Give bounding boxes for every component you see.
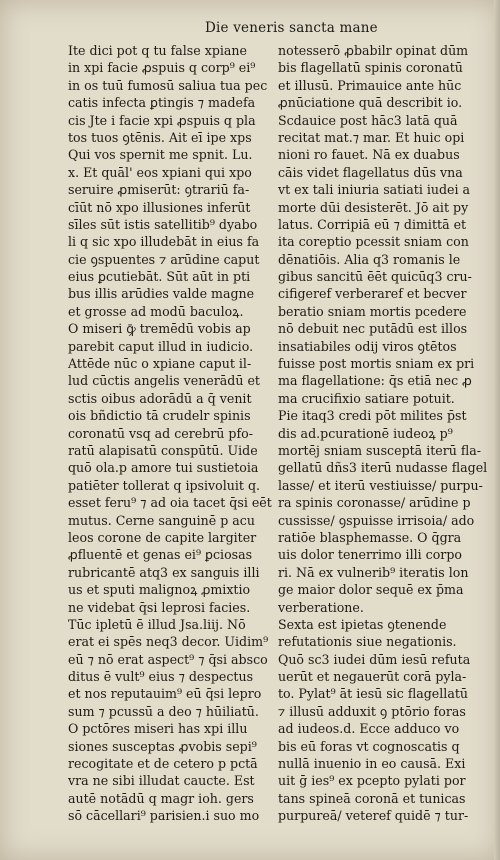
text-line: eū ⁊ nō erat aspect⁹ ⁊ q̄si absco (68, 651, 268, 667)
text-line: erat ei spēs neq3 decor. Uidim⁹ (68, 634, 269, 650)
text-line: ma flagellatione: q̄s etiā nec ꝓ (278, 373, 472, 389)
text-line: uerūt et negauerūt corā pyla- (278, 669, 467, 685)
text-line: Quō sc3 iudei dūm iesū refuta (278, 651, 471, 667)
text-line: esset feru⁹ ⁊ ad oia tacet q̄si eēt (68, 495, 272, 511)
text-line: et illusū. Primauice ante hūc (278, 77, 462, 93)
text-line: tos tuos ꝯtēnis. Ait eī ipe xps (68, 129, 252, 145)
text-line: verberatione. (278, 599, 364, 615)
text-line: li q sic xpo illudebāt in eius fa (68, 234, 260, 250)
text-line: ꝓfluentē et genas ei⁹ ꝑciosas (68, 547, 253, 563)
text-line: bus illis arūdies valde magne (68, 286, 255, 302)
text-column-right (278, 42, 490, 825)
text-line: x. Et quāl' eos xpiani qui xpo (68, 164, 252, 180)
text-line: refutationis siue negationis. (278, 634, 457, 650)
text-line: catis infecta ꝑtingis ⁊ madefa (68, 95, 256, 111)
text-line: sum ⁊ pcussū a deo ⁊ hūiliatū. (68, 703, 259, 719)
text-line: ꝓnūciatione quā describit io. (278, 95, 463, 111)
text-line: Tūc ipletū ē illud Jsa.liij. Nō (68, 616, 246, 632)
text-line: sctis oibus adorādū a q̄ venit (68, 390, 252, 406)
text-line: Pie itaq3 credi pōt milites p̄st (278, 408, 467, 424)
text-line: beratio sniam mortis pcedere (278, 303, 467, 319)
text-line: seruire ꝓmiserūt: ꝯtrariū fa- (68, 182, 250, 198)
text-line: nō debuit nec putādū est illos (278, 321, 468, 337)
text-line: ad iudeos.d. Ecce adduco vo (278, 721, 460, 737)
text-line: ratiōe blasphemasse. O q̄gra (278, 529, 462, 545)
text-line: cussisse/ ꝯspuisse irrisoia/ ado (278, 512, 475, 528)
text-line: bis eū foras vt cognoscatis q (278, 738, 460, 754)
text-line: Sexta est ipietas ꝯtenende (278, 616, 447, 632)
text-line: ita coreptio pcessit sniam con (278, 234, 469, 250)
text-line: vt ex tali iniuria satiati iudei a (278, 182, 471, 198)
text-line: cis Jte i facie xpi ꝓspuis q pla (68, 112, 256, 128)
text-line: O miseri ꝙ̄ tremēdū vobis ap (68, 321, 251, 337)
text-line: Attēde nūc o xpiane caput il- (68, 356, 252, 372)
text-line: O pctōres miseri has xpi illu (68, 721, 248, 737)
running-head: Die veneris sancta mane (205, 20, 378, 36)
text-line: morte dūi desisterēt. Jō ait py (278, 199, 469, 215)
text-line: ne videbat q̄si leprosi facies. (68, 599, 251, 615)
text-line: fuisse post mortis sniam ex pri (278, 356, 475, 372)
text-line: notesserō ꝓbabilr opinat dūm (278, 43, 469, 58)
text-line: et nos reputauim⁹ eū q̄si lepro (68, 686, 262, 702)
text-line: latus. Corripiā eū ⁊ dimittā et (278, 216, 467, 232)
text-line: patiēter tollerat q ipsivoluit q. (68, 477, 261, 493)
text-line: lud cūctis angelis venerādū et (68, 373, 260, 389)
text-line: recitat mat.⁊ mar. Et huic opi (278, 129, 465, 145)
text-line: in os tuū fumosū saliua tua pec (68, 77, 268, 93)
text-line: recogitate et de cetero p pctā (68, 756, 258, 772)
text-line: dis ad.pcurationē iudeoꝝ p⁹ (278, 425, 453, 441)
text-line: sīles sūt istis satellitib⁹ dyabo (68, 216, 258, 232)
text-line: cie ꝯspuentes ⁊ arūdine caput (68, 251, 260, 267)
text-line: purpureā/ veteref quidē ⁊ tur- (278, 808, 469, 824)
text-line: gibus sancitū ēēt quicūq3 cru- (278, 269, 472, 285)
text-line: et grosse ad modū baculoꝝ. (68, 303, 244, 319)
text-line: rubricantē atq3 ex sanguis illi (68, 564, 260, 580)
text-line: eius ꝑcutiebāt. Sūt aūt in pti (68, 269, 251, 285)
text-line: lasse/ et iterū vestiuisse/ purpu- (278, 477, 483, 493)
text-line: ri. Nā ex vulnerib⁹ iteratis lon (278, 564, 469, 580)
text-line: Ite dici pot q tu false xpiane (68, 43, 247, 58)
text-line: nioni ro fauet. Nā ex duabus (278, 147, 460, 163)
text-line: autē notādū q magr ioh. gers (68, 790, 254, 806)
text-line: nullā inuenio in eo causā. Exi (278, 756, 466, 772)
text-line: cifigeref verberaref et becver (278, 286, 467, 302)
text-line: quō ola.p amore tui sustietoia (68, 460, 259, 476)
text-line: sō cācellari⁹ parisien.i suo mo (68, 808, 260, 824)
text-line: Scdauice post hāc3 latā quā (278, 112, 458, 128)
text-line: uit ḡ ies⁹ ex pcepto pylati por (278, 773, 466, 789)
text-line: ditus ē vult⁹ eius ⁊ despectus (68, 669, 254, 685)
text-column-left (68, 42, 278, 825)
text-line: in xpi facie ꝓspuis q corp⁹ ei⁹ (68, 60, 256, 76)
text-line: ge maior dolor sequē ex p̄ma (278, 582, 464, 598)
text-line: ratū alapisatū conspūtū. Uide (68, 442, 258, 458)
text-line: tans spineā coronā et tunicas (278, 790, 466, 806)
text-line: uis dolor tenerrimo illi corpo (278, 547, 462, 563)
text-line: bis flagellatū spinis coronatū (278, 60, 463, 76)
text-line: to. Pylat⁹ āt iesū sic flagellatū (278, 686, 469, 702)
text-line: siones susceptas ꝓvobis sepi⁹ (68, 738, 257, 754)
text-line: dēnatiōis. Alia q3 romanis le (278, 251, 461, 267)
text-line: Qui vos spernit me spnit. Lu. (68, 147, 253, 163)
text-line: parebit caput illud in iudicio. (68, 338, 254, 354)
text-line: cīūt nō xpo illusiones inferūt (68, 199, 251, 215)
text-line: us et sputi malignoꝝ ꝓmixtio (68, 582, 251, 598)
text-line: insatiabiles odij viros ꝯtētos (278, 338, 457, 354)
text-line: leos corone de capite largiter (68, 529, 257, 545)
text-line: ⁊ illusū adduxit ꝯ ptōrio foras (278, 703, 466, 719)
text-line: ma crucifixio satiare potuit. (278, 390, 455, 406)
page-edge (494, 0, 500, 860)
text-line: vra ne sibi illudat caucte. Est (68, 773, 255, 789)
text-line: ra spinis coronasse/ arūdine p (278, 495, 471, 511)
text-line: mutus. Cerne sanguinē p acu (68, 512, 255, 528)
text-line: coronatū vsq ad cerebrū pfo- (68, 425, 253, 441)
text-line: ois bñdictio tā crudelr spinis (68, 408, 251, 424)
text-line: mortēj sniam susceptā iterū fla- (278, 442, 482, 458)
text-line: cāis videt flagellatus dūs vna (278, 164, 463, 180)
text-line: gellatū dñs3 iterū nudasse flagel (278, 460, 488, 476)
